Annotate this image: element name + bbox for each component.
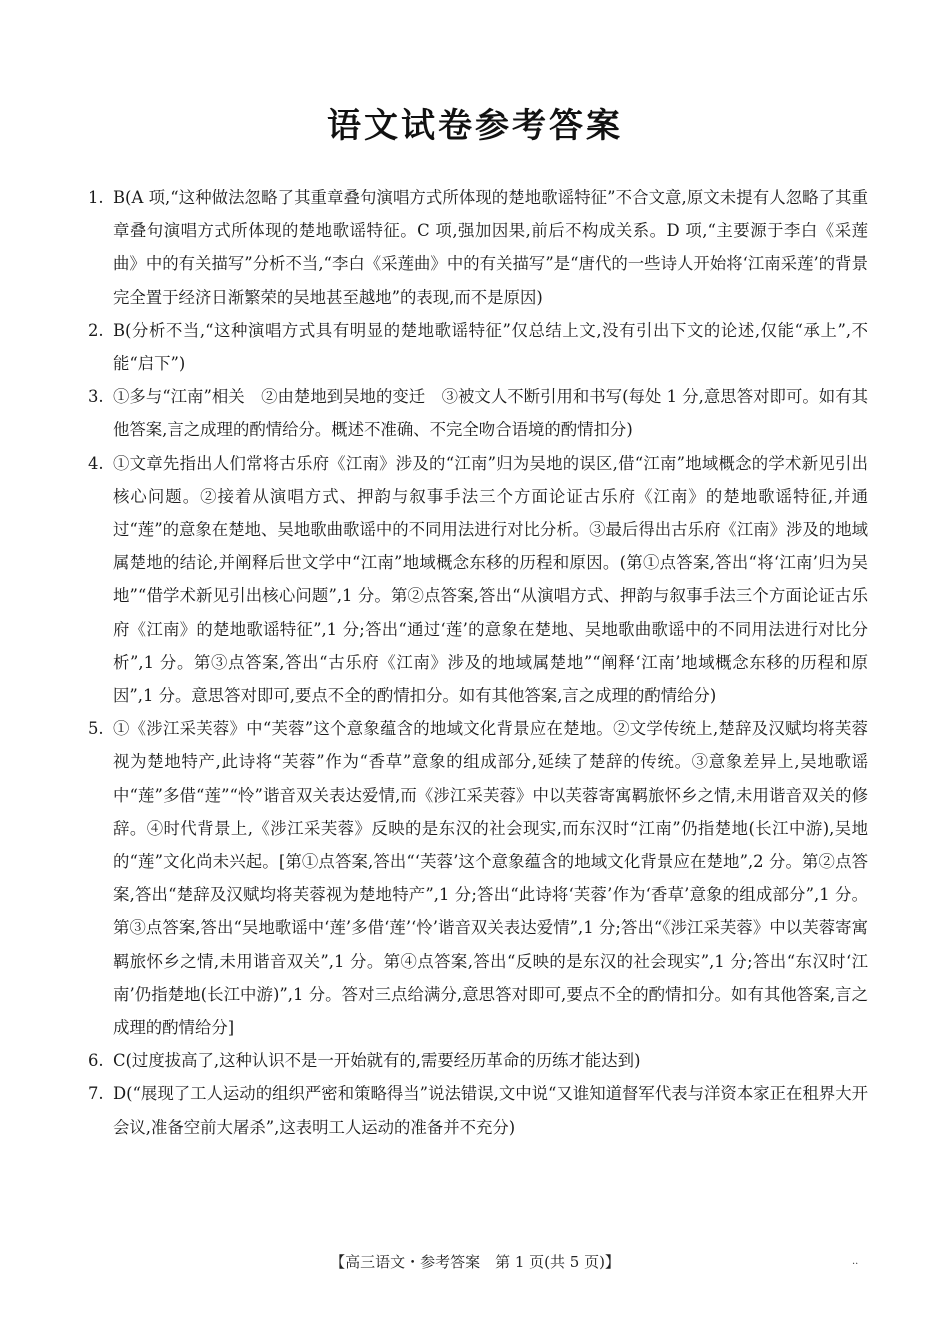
answer-text: ①文章先指出人们常将古乐府《江南》涉及的“江南”归为吴地的误区,借“江南”地域概念的学术新见引出核心问题。②接着从演唱方式、押韵与叙事手法三个方面论证古乐府《江南》的楚地歌谣特征,并通过“莲”的意象在楚地、吴地歌曲歌谣中的不同用法进行对比分析。③最后得出古乐府《江南》涉及的地域属楚地的结论,并阐释后世文学中“江南”地域概念东移的历程和原因。(第①点答案,答出“将‘江南’归为吴地”“借学术新见引出核心问题”,1 分。第②点答案,答出“从演唱方式、押韵与叙事手法三个方面论证古乐府《江南》的楚地歌谣特征”,1 分;答出“通过‘莲’的意象在楚地、吴地歌曲歌谣中的不同用法进行对比分析”,1 分。第③点答案,答出“古乐府《江南》涉及的地域属楚地”“阐释‘江南’地域概念东移的历程和原因”,1 分。意思答对即可,要点不全的酌情扣分。如有其他答案,言之成理的酌情给分) <box>113 453 868 706</box>
answer-number: 1. <box>88 188 104 207</box>
answer-number: 5. <box>88 719 104 739</box>
answer-text: ①《涉江采芙蓉》中“芙蓉”这个意象蕴含的地域文化背景应在楚地。②文学传统上,楚辞及汉赋均将芙蓉视为楚地特产,此诗将“芙蓉”作为“香草”意象的组成部分,延续了楚辞的传统。③意象差异上,吴地歌谣中“莲”多借“莲”“怜”谐音双关表达爱情,而《涉江采芙蓉》中以芙蓉寄寓羁旅怀乡之情,未用谐音双关的修辞。④时代背景上,《涉江采芙蓉》反映的是东汉的社会现实,而东汉时“江南”仍指楚地(长江中游),吴地的“莲”文化尚未兴起。[第①点答案,答出“‘芙蓉’这个意象蕴含的地域文化背景应在楚地”,2 分。第②点答案,答出“楚辞及汉赋均将芙蓉视为楚地特产”,1 分;答出“此诗将‘芙蓉’作为‘香草’意象的组成部分”,1 分。第③点答案,答出“吴地歌谣中‘莲’多借‘莲’‘怜’谐音双关表达爱情”,1 分;答出“《涉江采芙蓉》中以芙蓉寄寓羁旅怀乡之情,未用谐音双关”,1 分。第④点答案,答出“反映的是东汉的社会现实”,1 分;答出“东汉时‘江南’仍指楚地(长江中游)”,1 分。答对三点给满分,意思答对即可,要点不全的酌情扣分。如有其他答案,言之成理的酌情给分] <box>113 719 868 1038</box>
answer-number: 4. <box>88 453 104 473</box>
answer-text: D(“展现了工人运动的组织严密和策略得当”说法错误,文中说“又谁知道督军代表与洋资本家正在租界大开会议,准备空前大屠杀”,这表明工人运动的准备并不充分) <box>113 1084 868 1137</box>
answer-text: B(A 项,“这种做法忽略了其重章叠句演唱方式所体现的楚地歌谣特征”不合文意,原文未提有人忽略了其重章叠句演唱方式所体现的楚地歌谣特征。C 项,强加因果,前后不构成关系。D 项,“主要源于李白《采莲曲》中的有关描写”分析不当,“李白《采莲曲》中的有关描写”是“唐代的一些诗人开始将‘江南采莲’的背景完全置于经济日渐繁荣的吴地甚至越地”的表现,而不是原因) <box>113 188 868 307</box>
answer-number: 3. <box>88 387 104 407</box>
answer-list <box>88 181 868 1144</box>
corner-mark: ·· <box>852 1259 859 1270</box>
page-footer: 【高三语文・参考答案 第 1 页(共 5 页)】 <box>330 1253 620 1271</box>
answer-text: ①多与“江南”相关 ②由楚地到吴地的变迁 ③被文人不断引用和书写(每处 1 分,意思答对即可。如有其他答案,言之成理的酌情给分。概述不准确、不完全吻合语境的酌情扣分) <box>113 387 868 440</box>
answer-item-3 <box>88 380 868 446</box>
answer-number: 7. <box>88 1084 104 1104</box>
answer-number: 6. <box>88 1051 104 1071</box>
page-title: 语文试卷参考答案 <box>327 106 623 146</box>
answer-item-1 <box>88 181 868 314</box>
answer-item-2 <box>88 314 868 380</box>
answer-text: C(过度拔高了,这种认识不是一开始就有的,需要经历革命的历练才能达到) <box>113 1051 641 1071</box>
answer-text: B(分析不当,“这种演唱方式具有明显的楚地歌谣特征”仅总结上文,没有引出下文的论述,仅能“承上”,不能“启下”) <box>113 320 868 374</box>
answer-number: 2. <box>88 320 104 340</box>
answer-item-5 <box>88 712 868 1044</box>
answer-item-6 <box>88 1044 868 1077</box>
answer-item-7 <box>88 1077 868 1143</box>
answer-item-4 <box>88 447 868 713</box>
